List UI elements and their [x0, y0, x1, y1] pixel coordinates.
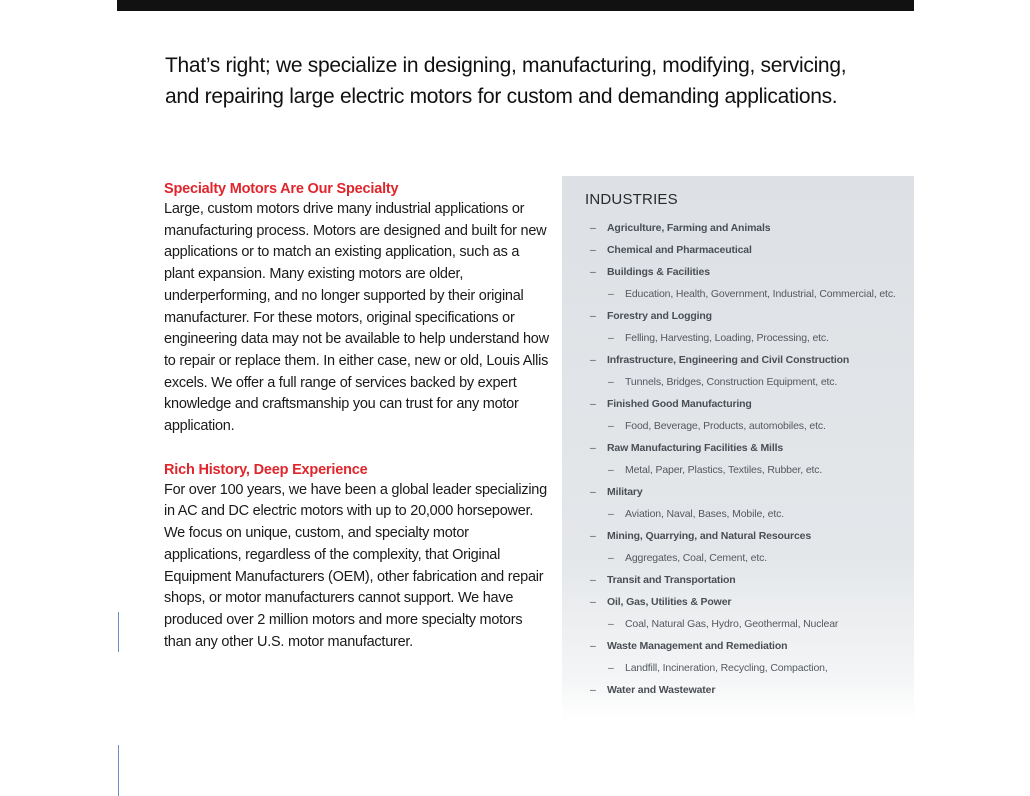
- industries-list: [590, 221, 910, 705]
- industry-sub-label: Food, Beverage, Products, automobiles, etc.: [625, 420, 826, 432]
- dash-bullet: –: [590, 596, 596, 608]
- industry-sub-label: Education, Health, Government, Industrial, Commercial, etc.: [625, 288, 896, 300]
- industry-subitem: [590, 617, 910, 632]
- section-heading-specialty: Specialty Motors Are Our Specialty: [164, 181, 399, 197]
- dash-bullet: –: [590, 574, 596, 586]
- section-body-specialty: Large, custom motors drive many industrial applications or manufacturing process. Motors are designed and built for new applications or to match an existing application, such as a plant expansion. Many existing motors are older, underperforming, and no longer supported by their original manufacturer. For these motors, original specifications or engineering data may not be available to help understand how to repair or replace them. In either case, new or old, Louis Allis excels. We offer a full range of services backed by expert knowledge and craftsmanship you can trust for any motor application.: [164, 201, 549, 435]
- industry-label: Agriculture, Farming and Animals: [607, 222, 771, 234]
- industry-label: Finished Good Manufacturing: [607, 398, 752, 410]
- dash-bullet: –: [590, 398, 596, 410]
- industry-item: [590, 353, 910, 368]
- intro-statement: That’s right; we specialize in designing, manufacturing, modifying, servicing, and repairing large electric motors for custom and demanding applications.: [165, 54, 847, 108]
- industry-item: [590, 683, 910, 698]
- industry-label: Waste Management and Remediation: [607, 640, 788, 652]
- industry-item: [590, 243, 910, 258]
- dash-bullet: –: [590, 684, 596, 696]
- dash-bullet: –: [608, 618, 614, 630]
- dash-bullet: –: [590, 530, 596, 542]
- dash-bullet: –: [590, 222, 596, 234]
- edge-mark: [118, 612, 119, 652]
- industry-item: [590, 221, 910, 236]
- section-spacer: [164, 438, 549, 460]
- section-heading-history: Rich History, Deep Experience: [164, 461, 368, 478]
- industry-label: Transit and Transportation: [607, 574, 736, 586]
- industry-subitem: [590, 331, 910, 346]
- dash-bullet: –: [608, 662, 614, 674]
- industry-item: [590, 595, 910, 610]
- industry-label: Mining, Quarrying, and Natural Resources: [607, 530, 812, 542]
- industry-item: [590, 309, 910, 324]
- industry-sub-label: Tunnels, Bridges, Construction Equipment, etc.: [625, 376, 838, 388]
- industry-item: [590, 485, 910, 500]
- industry-label: Chemical and Pharmaceutical: [607, 244, 752, 256]
- dash-bullet: –: [608, 552, 614, 564]
- industry-item: [590, 573, 910, 588]
- industry-item: [590, 441, 910, 456]
- industry-label: Water and Wastewater: [607, 684, 716, 696]
- industry-item: [590, 397, 910, 412]
- industry-label: Military: [607, 486, 643, 498]
- edge-mark: [118, 745, 119, 796]
- dash-bullet: –: [590, 244, 596, 256]
- content-column: [164, 179, 549, 653]
- section-body-history: For over 100 years, we have been a global leader specializing in AC and DC electric motors with up to 20,000 horsepower. We focus on unique, custom, and specialty motor applications, regardless of the complexity, that Original Equipment Manufacturers (OEM), other fabrication and repair shops, or motor manufacturers cannot support. We have produced over 2 million motors and more specialty motors than any other U.S. motor manufacturer.: [164, 481, 547, 650]
- industries-panel: [562, 176, 914, 721]
- industry-label: Infrastructure, Engineering and Civil Construction: [607, 354, 850, 366]
- industry-subitem: [590, 375, 910, 390]
- industry-item: [590, 265, 910, 280]
- industry-item: [590, 529, 910, 544]
- industry-subitem: [590, 507, 910, 522]
- industry-sub-label: Landfill, Incineration, Recycling, Compaction,: [625, 662, 828, 674]
- dash-bullet: –: [590, 310, 596, 322]
- dash-bullet: –: [608, 376, 614, 388]
- dash-bullet: –: [590, 640, 596, 652]
- dash-bullet: –: [590, 486, 596, 498]
- industry-sub-label: Aviation, Naval, Bases, Mobile, etc.: [625, 508, 784, 520]
- industry-sub-label: Coal, Natural Gas, Hydro, Geothermal, Nuclear: [625, 618, 839, 630]
- industry-sub-label: Aggregates, Coal, Cement, etc.: [625, 552, 767, 564]
- industry-sub-label: Felling, Harvesting, Loading, Processing, etc.: [625, 332, 829, 344]
- industry-sub-label: Metal, Paper, Plastics, Textiles, Rubber, etc.: [625, 464, 823, 476]
- dash-bullet: –: [590, 266, 596, 278]
- industry-label: Raw Manufacturing Facilities & Mills: [607, 442, 784, 454]
- dash-bullet: –: [590, 442, 596, 454]
- industry-item: [590, 639, 910, 654]
- top-bar: [117, 0, 914, 11]
- industry-subitem: [590, 287, 910, 302]
- industry-subitem: [590, 661, 910, 676]
- industry-label: Forestry and Logging: [607, 310, 712, 322]
- dash-bullet: –: [608, 464, 614, 476]
- dash-bullet: –: [590, 354, 596, 366]
- dash-bullet: –: [608, 332, 614, 344]
- dash-bullet: –: [608, 288, 614, 300]
- industry-subitem: [590, 551, 910, 566]
- industry-subitem: [590, 463, 910, 478]
- industry-subitem: [590, 419, 910, 434]
- industry-label: Oil, Gas, Utilities & Power: [607, 596, 732, 608]
- industries-title: INDUSTRIES: [585, 191, 678, 208]
- dash-bullet: –: [608, 420, 614, 432]
- dash-bullet: –: [608, 508, 614, 520]
- industry-label: Buildings & Facilities: [607, 266, 710, 278]
